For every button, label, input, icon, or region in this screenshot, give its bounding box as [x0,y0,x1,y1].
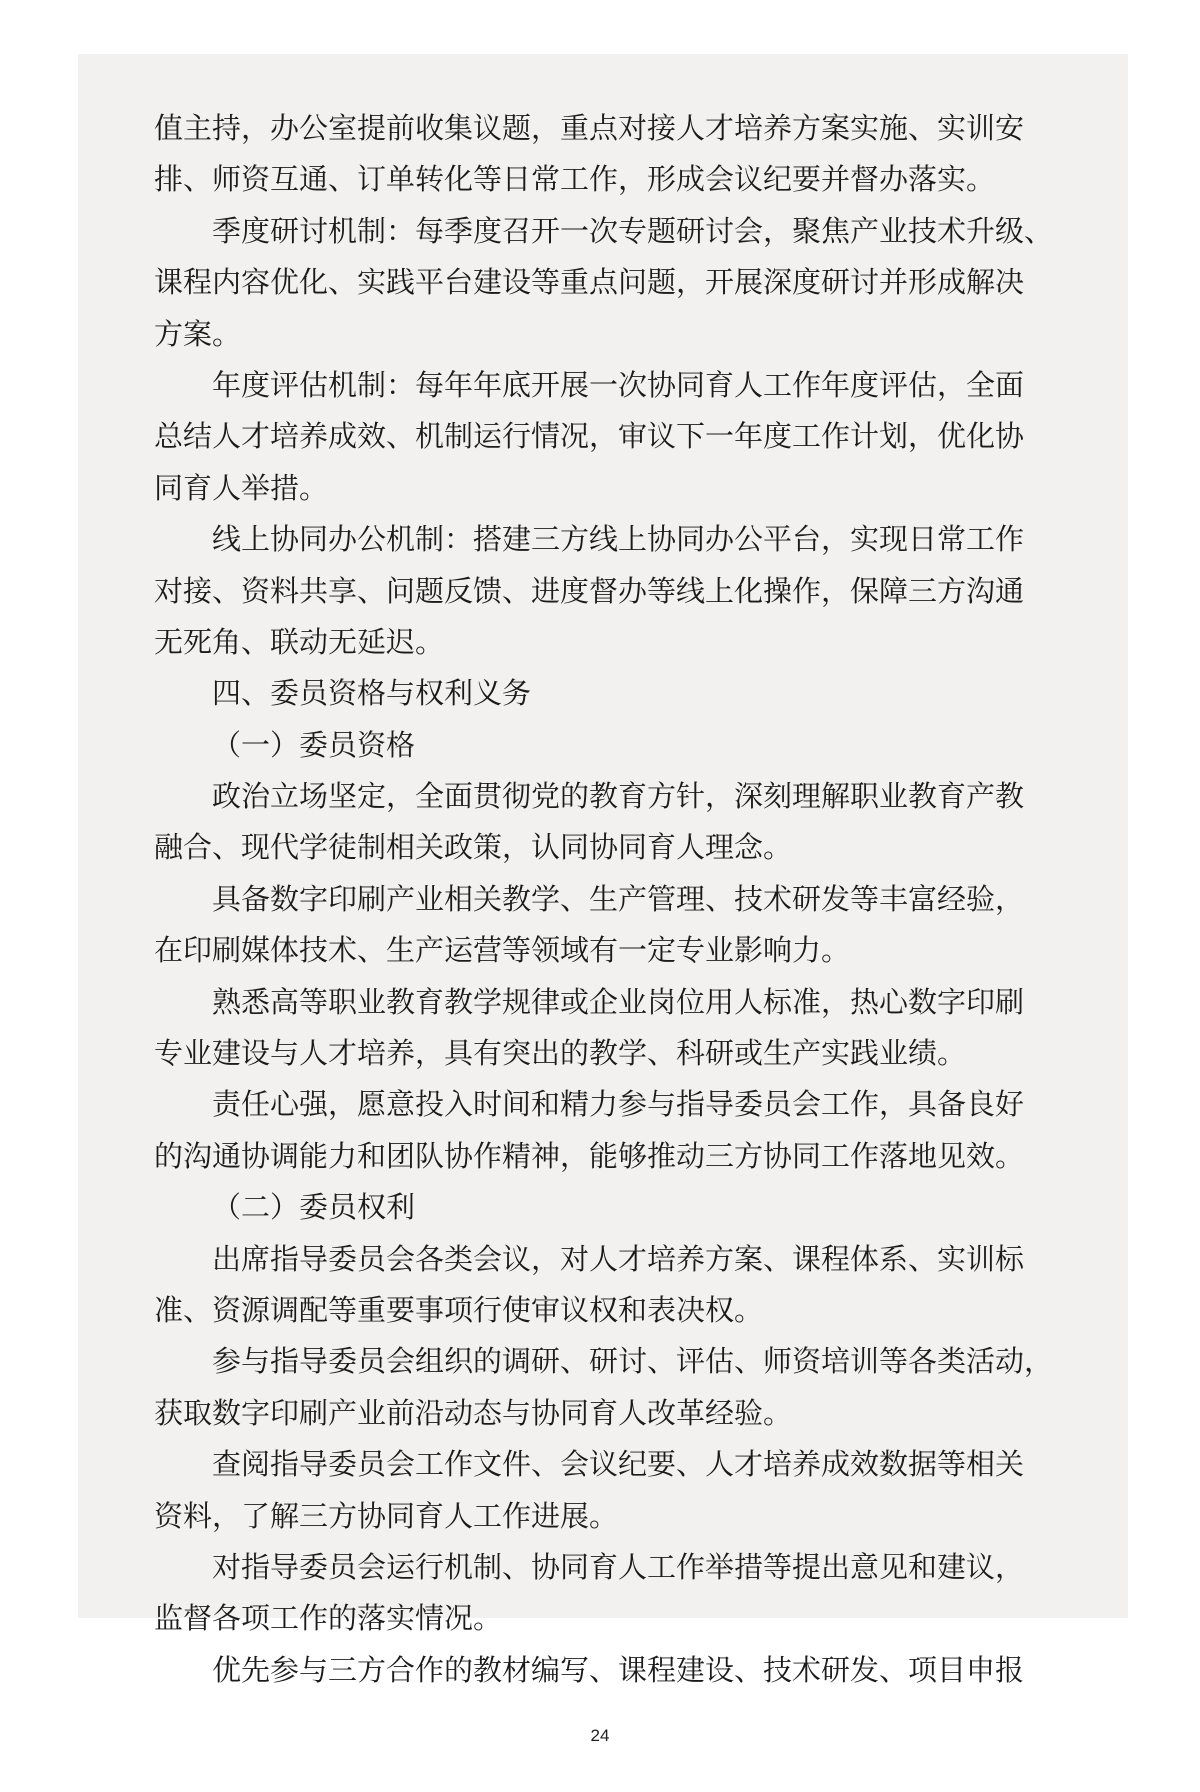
text-line: （一）委员资格 [212,727,416,762]
page-number: 24 [590,1726,610,1745]
text-line: 年度评估机制：每年年底开展一次协同育人工作年度评估，全面 [212,367,1025,402]
text-line: 优先参与三方合作的教材编写、课程建设、技术研发、项目申报 [212,1652,1025,1687]
text-line: 的沟通协调能力和团队协作精神，能够推动三方协同工作落地见效。 [154,1138,1025,1173]
text-line: 政治立场坚定，全面贯彻党的教育方针，深刻理解职业教育产教 [212,779,1025,814]
text-line: 总结人才培养成效、机制运行情况，审议下一年度工作计划，优化协 [154,419,1025,454]
text-line: 同育人举措。 [154,470,329,505]
text-line: 参与指导委员会组织的调研、研讨、评估、师资培训等各类活动， [212,1344,1054,1379]
text-line: 融合、现代学徒制相关政策，认同协同育人理念。 [154,830,793,865]
text-line: （二）委员权利 [212,1190,416,1225]
text-line: 对指导委员会运行机制、协同育人工作举措等提出意见和建议， [212,1549,1025,1584]
text-line: 季度研讨机制：每季度召开一次专题研讨会，聚焦产业技术升级、 [212,213,1054,248]
text-line: 熟悉高等职业教育教学规律或企业岗位用人标准，热心数字印刷 [212,984,1025,1019]
text-line: 排、师资互通、订单转化等日常工作，形成会议纪要并督办落实。 [154,162,996,197]
text-line: 线上协同办公机制：搭建三方线上协同办公平台，实现日常工作 [212,522,1025,557]
document-body [154,103,1054,1696]
text-line: 在印刷媒体技术、生产运营等领域有一定专业影响力。 [154,933,851,968]
text-line: 四、委员资格与权利义务 [212,676,532,711]
text-line: 方案。 [154,316,242,351]
text-line: 获取数字印刷产业前沿动态与协同育人改革经验。 [154,1395,793,1430]
text-line: 监督各项工作的落实情况。 [154,1601,503,1636]
text-line: 查阅指导委员会工作文件、会议纪要、人才培养成效数据等相关 [212,1447,1025,1482]
text-line: 责任心强，愿意投入时间和精力参与指导委员会工作，具备良好 [212,1087,1025,1122]
text-line: 出席指导委员会各类会议，对人才培养方案、课程体系、实训标 [212,1241,1025,1276]
text-line: 专业建设与人才培养，具有突出的教学、科研或生产实践业绩。 [154,1036,967,1071]
text-line: 准、资源调配等重要事项行使审议权和表决权。 [154,1292,764,1327]
text-line: 课程内容优化、实践平台建设等重点问题，开展深度研讨并形成解决 [154,265,1025,300]
text-line: 对接、资料共享、问题反馈、进度督办等线上化操作，保障三方沟通 [154,573,1025,608]
text-line: 无死角、联动无延迟。 [154,624,445,659]
text-line: 具备数字印刷产业相关教学、生产管理、技术研发等丰富经验， [212,881,1025,916]
text-line: 值主持，办公室提前收集议题，重点对接人才培养方案实施、实训安 [154,111,1025,145]
text-line: 资料，了解三方协同育人工作进展。 [154,1498,619,1533]
